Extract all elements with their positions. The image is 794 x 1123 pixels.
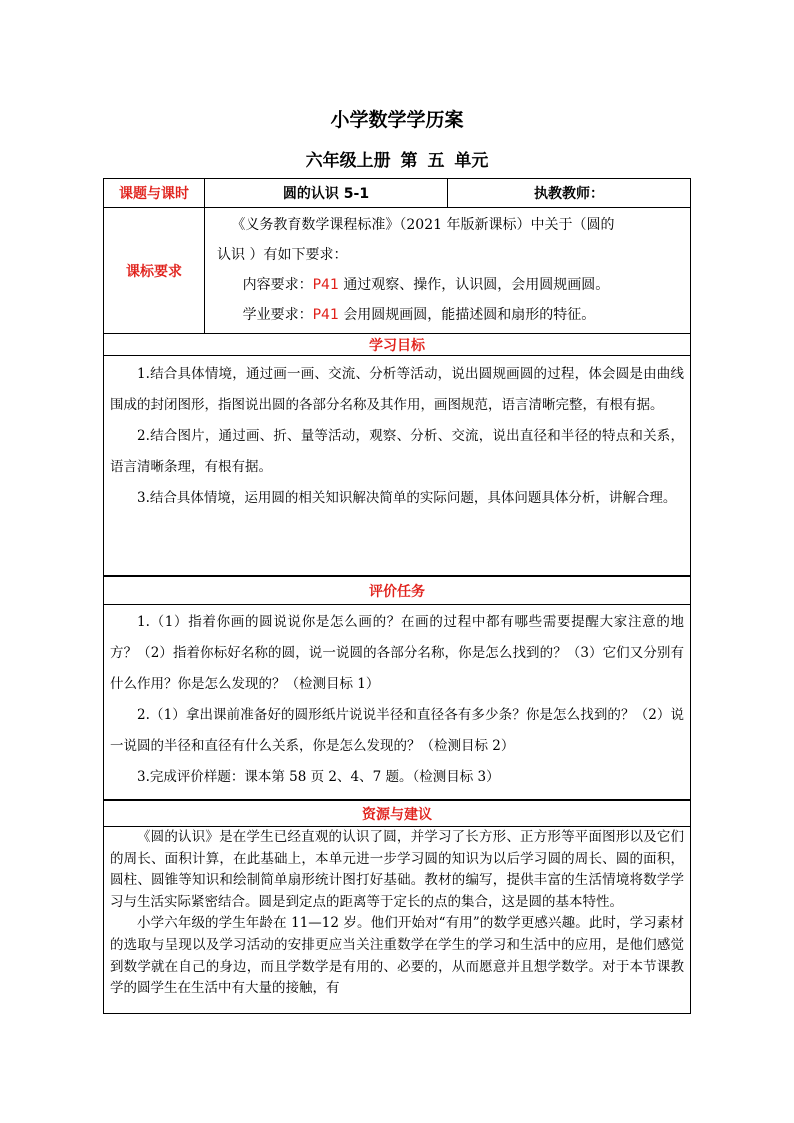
resources-heading: 资源与建议 [362,806,432,823]
academic-requirement-page: P41 [312,307,339,323]
content-requirement-text: 通过观察、操作，认识圆，会用圆规画圆。 [343,277,610,293]
task-item: 1.（1）指着你画的圆说说你是怎么画的？在画的过程中都有哪些需要提醒大家注意的地方？（2）指着你标好名称的圆，说一说圆的各部分名称，你是怎么找到的？（3）它们又分别有什么作用？你是怎么发现的？（检测目标 1） [110,614,684,692]
content-requirement-page: P41 [312,277,339,293]
lesson-plan-table [103,178,691,1014]
goal-item: 2.结合图片，通过画、折、量等活动，观察、分析、交流，说出直径和半径的特点和关系，语言清晰条理，有根有据。 [110,428,684,475]
standards-content [205,208,690,330]
tasks-heading-row [104,575,690,604]
goal-item: 1.结合具体情境，通过画一画、交流、分析等活动，说出圆规画圆的过程，体会圆是由曲线围成的封闭图形，指图说出圆的各部分名称及其作用，画图规范，语言清晰完整，有根有据。 [110,366,684,413]
goals-heading-row [104,333,690,355]
resources-paragraph: 《圆的认识》是在学生已经直观的认识了圆，并学习了长方形、正方形等平面图形以及它们的周长、面积计算，在此基础上，本单元进一步学习圆的知识为以后学习圆的周长、圆的面积，圆柱、圆锥等知识和绘制简单扇形统计图打好基础。教材的编写，提供丰富的生活情境将数学学习与生活实际紧密结合。圆是到定点的距离等于定长的点的集合，这是圆的基本特性。 [110,829,684,910]
resources-body [104,826,690,1014]
academic-requirement-text: 会用圆规画圆，能描述圆和扇形的特征。 [343,307,596,323]
document-subtitle: 六年级上册 第 五 单元 [305,151,489,171]
resources-paragraph: 小学六年级的学生年龄在 11—12 岁。他们开始对“有用”的数学更感兴趣。此时，学习素材的选取与呈现以及学习活动的安排更应当关注重数学在学生的学习和生活中的应用，是他们感觉到数学就在自己的身边，而且学数学是有用的、必要的，从而愿意并且想学数学。对于本节课教学的圆学生在生活中有大量的接触，有 [110,915,684,997]
tasks-body [104,604,690,799]
topic-label: 课题与课时 [119,186,189,202]
tasks-heading: 评价任务 [369,583,425,600]
task-item: 3.完成评价样题：课本第 58 页 2、4、7 题。（检测目标 3） [137,769,500,785]
info-row [104,179,690,207]
teacher-field: 执教教师： [534,186,604,202]
resources-heading-row [104,799,690,826]
content-requirement-prefix: 内容要求： [242,277,313,293]
goals-heading: 学习目标 [369,338,425,354]
goal-item: 3.结合具体情境，运用圆的相关知识解决简单的实际问题，具体问题具体分析，讲解合理。 [137,490,677,506]
goals-body [104,355,690,575]
standards-row [104,207,690,333]
task-item: 2.（1）拿出课前准备好的圆形纸片说说半径和直径各有多少条？你是怎么找到的？（2）说一说圆的半径和直径有什么关系，你是怎么发现的？（检测目标 2） [110,707,684,754]
academic-requirement [209,300,686,330]
content-requirement [209,270,686,300]
standards-line-1: 《义务教育数学课程标准》（2021 年版新课标）中关于（圆的 [231,217,615,233]
academic-requirement-prefix: 学业要求： [242,307,313,323]
standards-line-2: 认识 ）有如下要求： [217,247,348,263]
document-title: 小学数学学历案 [330,109,464,131]
standards-label: 课标要求 [126,263,182,280]
topic-value: 圆的认识 5-1 [282,186,370,202]
